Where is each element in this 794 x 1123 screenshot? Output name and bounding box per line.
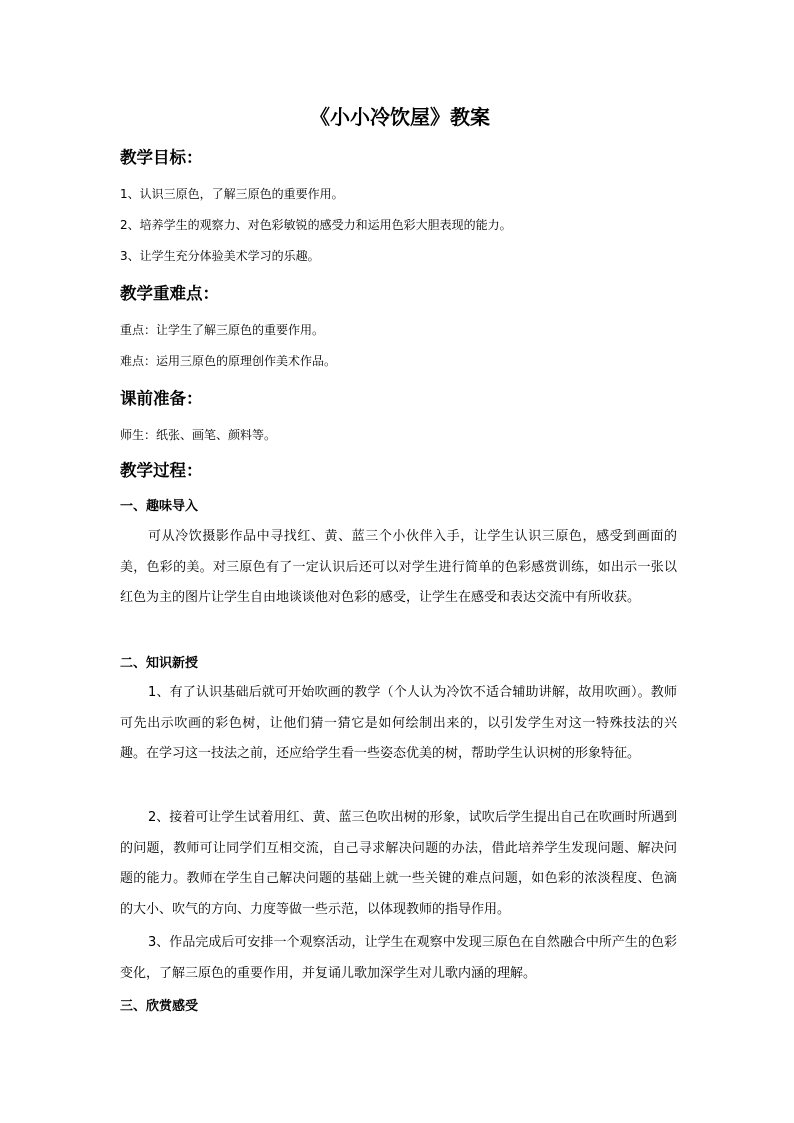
goal-item-1: 1、认识三原色，了解三原色的重要作用。 <box>120 187 344 201</box>
process-paragraph-new-knowledge-3: 3、作品完成后可安排一个观察活动，让学生在观察中发现三原色在自然融合中所产生的色彩变化，了解三原色的重要作用，并复诵儿歌加深学生对儿歌内涵的理解。 <box>120 935 677 981</box>
process-subheading-intro: 一、趣味导入 <box>120 499 199 514</box>
section-heading-process: 教学过程： <box>120 461 203 480</box>
key-point-difficulty: 难点：运用三原色的原理创作美术作品。 <box>120 354 337 368</box>
key-point-focus: 重点：让学生了解三原色的重要作用。 <box>120 323 325 337</box>
process-paragraph-intro: 可从冷饮摄影作品中寻找红、黄、蓝三个小伙伴入手，让学生认识三原色，感受到画面的美，色彩的美。对三原色有了一定认识后还可以对学生进行简单的色彩感赏训练，如出示一张以红色为主的图片让学生自由地谈谈他对色彩的感受，让学生在感受和表达交流中有所收获。 <box>120 529 677 605</box>
preparation-item: 师生：纸张、画笔、颜料等。 <box>120 428 277 442</box>
process-subheading-new-knowledge: 二、知识新授 <box>120 656 199 671</box>
goal-item-3: 3、让学生充分体验美术学习的乐趣。 <box>120 249 320 263</box>
section-heading-key-points: 教学重难点： <box>120 284 219 303</box>
document-title: 《小小冷饮屋》教案 <box>310 105 490 129</box>
section-heading-goals: 教学目标： <box>120 148 203 167</box>
document-page <box>120 0 680 1123</box>
goal-item-2: 2、培养学生的观察力、对色彩敏锐的感受力和运用色彩大胆表现的能力。 <box>120 218 512 232</box>
section-heading-preparation: 课前准备： <box>120 389 203 408</box>
process-subheading-appreciation: 三、欣赏感受 <box>120 999 199 1014</box>
process-paragraph-new-knowledge-2: 2、接着可让学生试着用红、黄、蓝三色吹出树的形象，试吹后学生提出自己在吹画时所遇到的问题，教师可让同学们互相交流，自己寻求解决问题的办法，借此培养学生发现问题、解决问题的能力。教师在学生自己解决问题的基础上就一些关键的难点问题，如色彩的浓淡程度、色滴的大小、吹气的方向、力度等做一些示范，以体现教师的指导作用。 <box>120 810 677 917</box>
process-paragraph-new-knowledge-1: 1、有了认识基础后就可开始吹画的教学（个人认为冷饮不适合辅助讲解，故用吹画）。教师可先出示吹画的彩色树，让他们猜一猜它是如何绘制出来的，以引发学生对这一特殊技法的兴趣。在学习这一技法之前，还应给学生看一些姿态优美的树，帮助学生认识树的形象特征。 <box>120 685 677 761</box>
